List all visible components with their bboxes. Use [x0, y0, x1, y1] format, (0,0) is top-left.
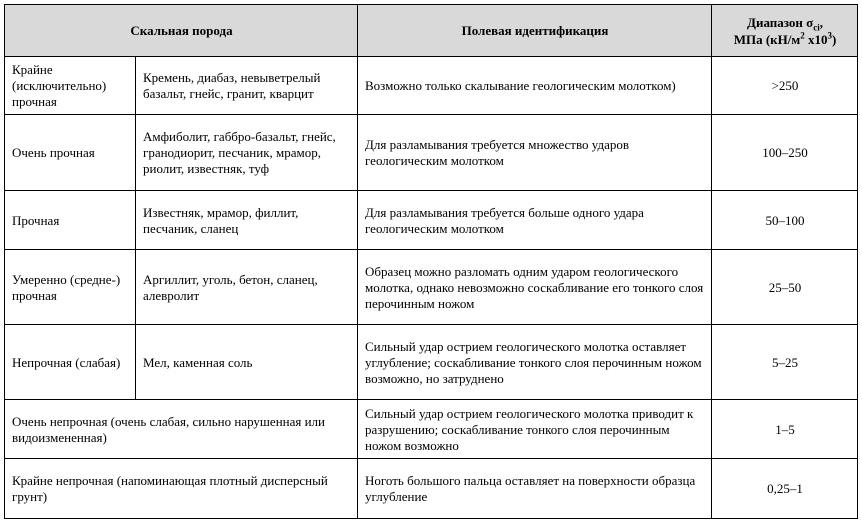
header-range-line2-prefix: МПа (кН/м [733, 32, 801, 47]
header-range-subscript: ci [813, 22, 820, 33]
range-cell: 1–5 [712, 400, 858, 459]
field-identification-cell: Ноготь большого пальца оставляет на поверхности образца углубление [358, 459, 712, 519]
strength-cell: Прочная [5, 191, 136, 250]
header-rock: Скальная порода [5, 5, 358, 57]
range-cell: 100–250 [712, 115, 858, 191]
table-row [5, 400, 858, 459]
range-cell: 25–50 [712, 250, 858, 325]
field-identification-cell: Возможно только скалывание геологическим молотком) [358, 57, 712, 115]
strength-cell: Крайне (исключительно) прочная [5, 57, 136, 115]
strength-cell: Непрочная (слабая) [5, 325, 136, 400]
field-identification-cell: Для разламывания требуется больше одного удара геологическим молотком [358, 191, 712, 250]
strength-cell: Очень непрочная (очень слабая, сильно нарушенная или видоизмененная) [5, 400, 358, 459]
examples-cell: Известняк, мрамор, филлит, песчаник, сланец [136, 191, 358, 250]
header-range-line2-suffix: ) [831, 32, 837, 47]
field-identification-cell: Образец можно разломать одним ударом геологического молотка, однако невозможно соскабливание его тонкого слоя перочинным ножом [358, 250, 712, 325]
strength-cell: Крайне непрочная (напоминающая плотный дисперсный грунт) [5, 459, 358, 519]
rock-strength-table [4, 4, 858, 519]
header-range-sup-2: 3 [827, 30, 832, 41]
header-range-line1-prefix: Диапазон σ [747, 15, 814, 30]
rock-strength-table-container [4, 4, 858, 519]
header-strength-range [712, 5, 858, 57]
examples-cell: Кремень, диабаз, невыветрелый базальт, гнейс, гранит, кварцит [136, 57, 358, 115]
table-row [5, 250, 858, 325]
header-field-identification: Полевая идентификация [358, 5, 712, 57]
range-cell: 50–100 [712, 191, 858, 250]
range-cell: 5–25 [712, 325, 858, 400]
table-row [5, 459, 858, 519]
strength-cell: Умеренно (средне-) прочная [5, 250, 136, 325]
range-cell: >250 [712, 57, 858, 115]
strength-cell: Очень прочная [5, 115, 136, 191]
header-range-line1-suffix: , [819, 15, 823, 30]
table-row [5, 325, 858, 400]
header-range-line2-mid: x10 [804, 32, 828, 47]
field-identification-cell: Сильный удар острием геологического молотка приводит к разрушению; соскабливание тонкого слоя перочинным ножом возможно [358, 400, 712, 459]
range-cell: 0,25–1 [712, 459, 858, 519]
table-row [5, 57, 858, 115]
field-identification-cell: Сильный удар острием геологического молотка оставляет углубление; соскабливание тонкого слоя перочинным ножом возможно, но затруднено [358, 325, 712, 400]
examples-cell: Амфиболит, габбро-базальт, гнейс, гранодиорит, песчаник, мрамор, риолит, известняк, туф [136, 115, 358, 191]
examples-cell: Мел, каменная соль [136, 325, 358, 400]
table-row [5, 115, 858, 191]
examples-cell: Аргиллит, уголь, бетон, сланец, алевролит [136, 250, 358, 325]
header-range-sup-1: 2 [800, 30, 805, 41]
header-row [5, 5, 858, 57]
table-row [5, 191, 858, 250]
field-identification-cell: Для разламывания требуется множество ударов геологическим молотком [358, 115, 712, 191]
